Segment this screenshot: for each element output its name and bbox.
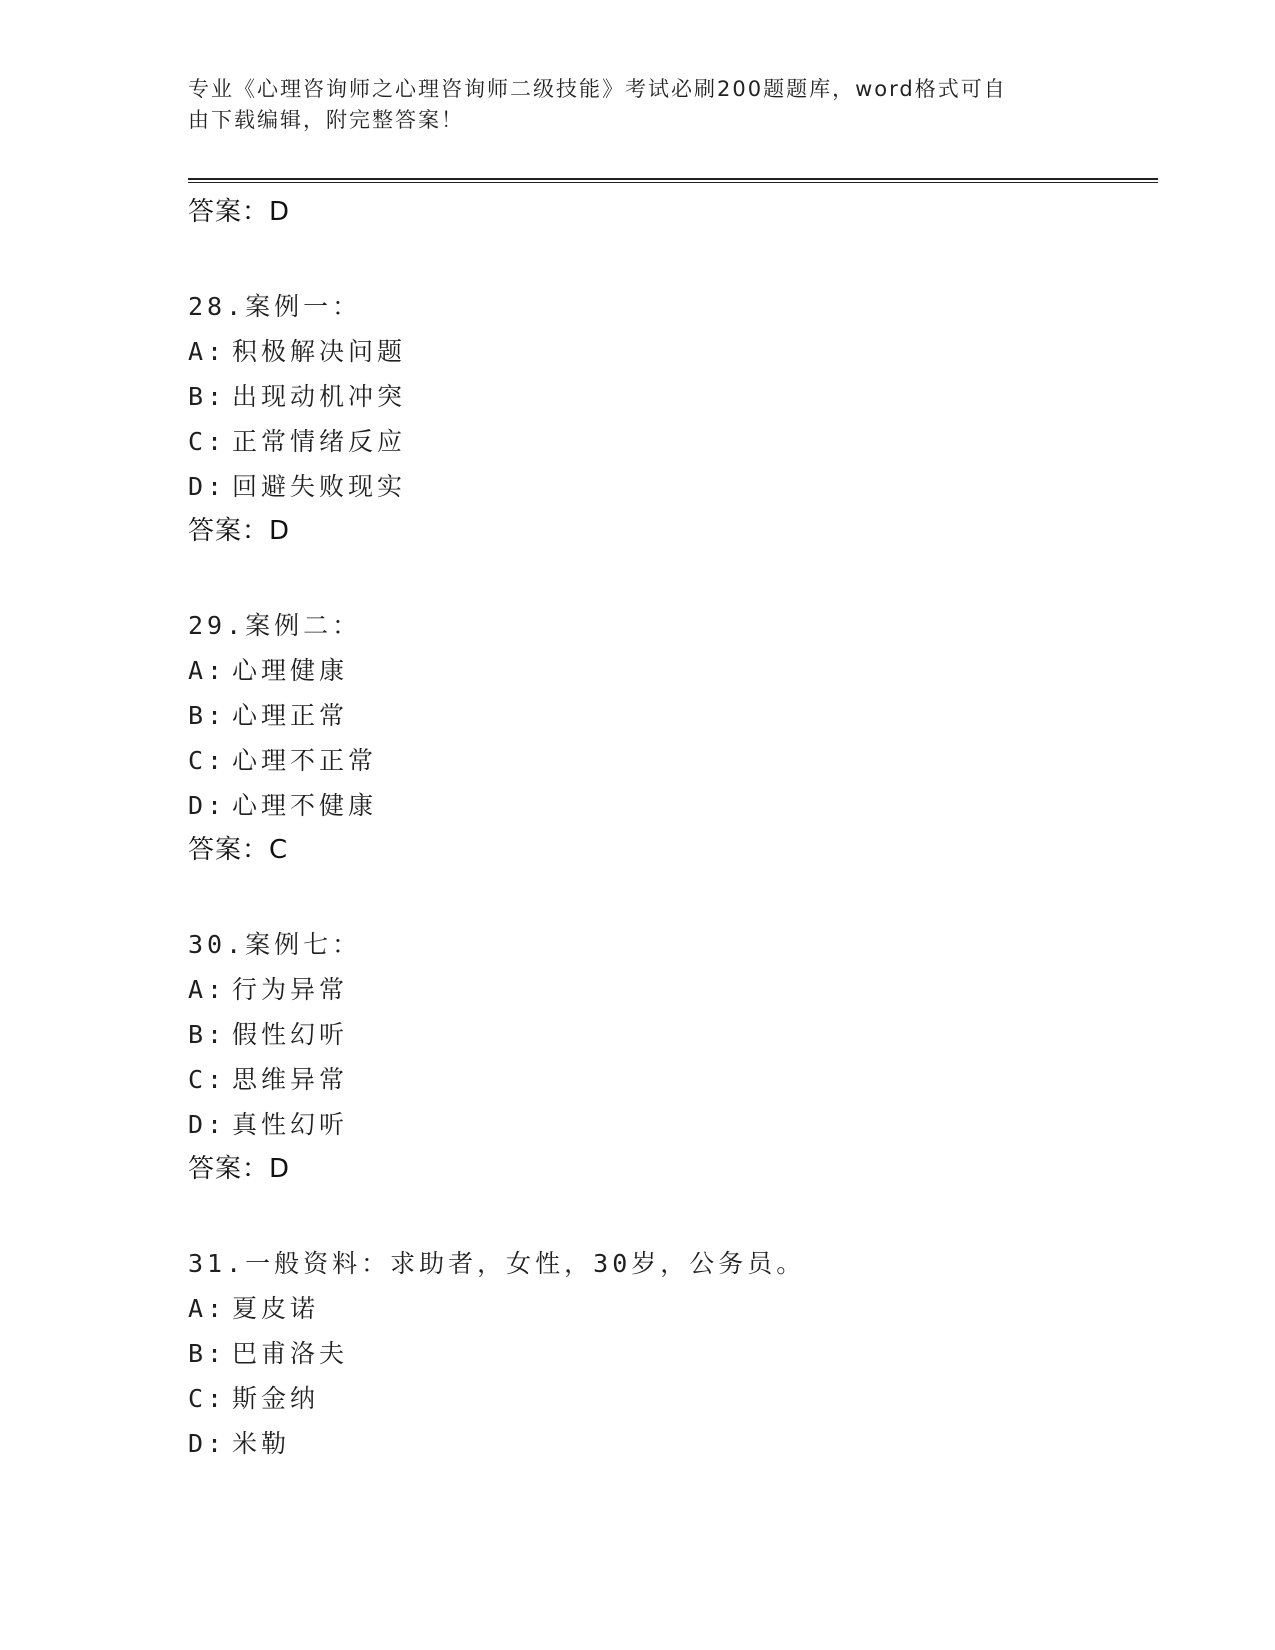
option-letter: C: [188,1384,227,1413]
option-text: 心理正常 [232,701,349,730]
option-text: 心理不正常 [232,746,378,775]
option-b [188,1012,1148,1057]
question-stem: 31.一般资料：求助者，女性，30岁，公务员。 [188,1249,806,1278]
option-text: 巴甫洛夫 [232,1339,349,1368]
option-text: 心理不健康 [232,791,378,820]
option-text: 积极解决问题 [232,337,407,366]
option-text: 回避失败现实 [232,472,407,501]
question-block [188,922,1148,1191]
header-line-1: 专业《心理咨询师之心理咨询师二级技能》考试必刷200题题库，word格式可自 [188,77,1007,101]
option-a [188,648,1148,693]
option-letter: D: [188,472,227,501]
page-header [188,74,1068,136]
option-a [188,967,1148,1012]
answer-line: 答案：D [188,197,291,227]
option-text: 正常情绪反应 [232,427,407,456]
option-text: 真性幻听 [232,1110,349,1139]
option-letter: D: [188,791,227,820]
option-text: 斯金纳 [232,1384,320,1413]
option-letter: A: [188,975,227,1004]
option-c [188,738,1148,783]
option-b [188,1331,1148,1376]
option-letter: B: [188,382,227,411]
option-letter: A: [188,337,227,366]
option-c [188,419,1148,464]
answer-line: 答案：D [188,1154,291,1184]
option-c [188,1376,1148,1421]
option-letter: C: [188,427,227,456]
option-text: 米勒 [232,1429,291,1458]
option-letter: D: [188,1110,227,1139]
header-line-2: 由下载编辑，附完整答案！ [188,108,464,132]
option-a [188,1286,1148,1331]
option-text: 心理健康 [232,656,349,685]
option-letter: B: [188,1339,227,1368]
option-text: 行为异常 [232,975,349,1004]
option-letter: B: [188,1020,227,1049]
option-d [188,464,1148,509]
option-letter: A: [188,1294,227,1323]
option-letter: A: [188,656,227,685]
question-block [188,1241,1148,1466]
option-text: 出现动机冲突 [232,382,407,411]
option-a [188,329,1148,374]
document-body [188,190,1148,1466]
option-text: 夏皮诺 [232,1294,320,1323]
option-d [188,783,1148,828]
answer-line: 答案：D [188,516,291,546]
question-stem: 28.案例一： [188,292,362,321]
option-b [188,693,1148,738]
option-letter: C: [188,746,227,775]
option-text: 思维异常 [232,1065,349,1094]
question-block [188,603,1148,872]
option-letter: B: [188,701,227,730]
option-b [188,374,1148,419]
question-stem: 30.案例七： [188,930,362,959]
option-letter: D: [188,1429,227,1458]
question-stem: 29.案例二： [188,611,362,640]
answer-line: 答案：C [188,835,289,865]
question-block [188,284,1148,553]
option-text: 假性幻听 [232,1020,349,1049]
option-d [188,1102,1148,1147]
header-divider [188,178,1158,183]
option-c [188,1057,1148,1102]
option-d [188,1421,1148,1466]
option-letter: C: [188,1065,227,1094]
